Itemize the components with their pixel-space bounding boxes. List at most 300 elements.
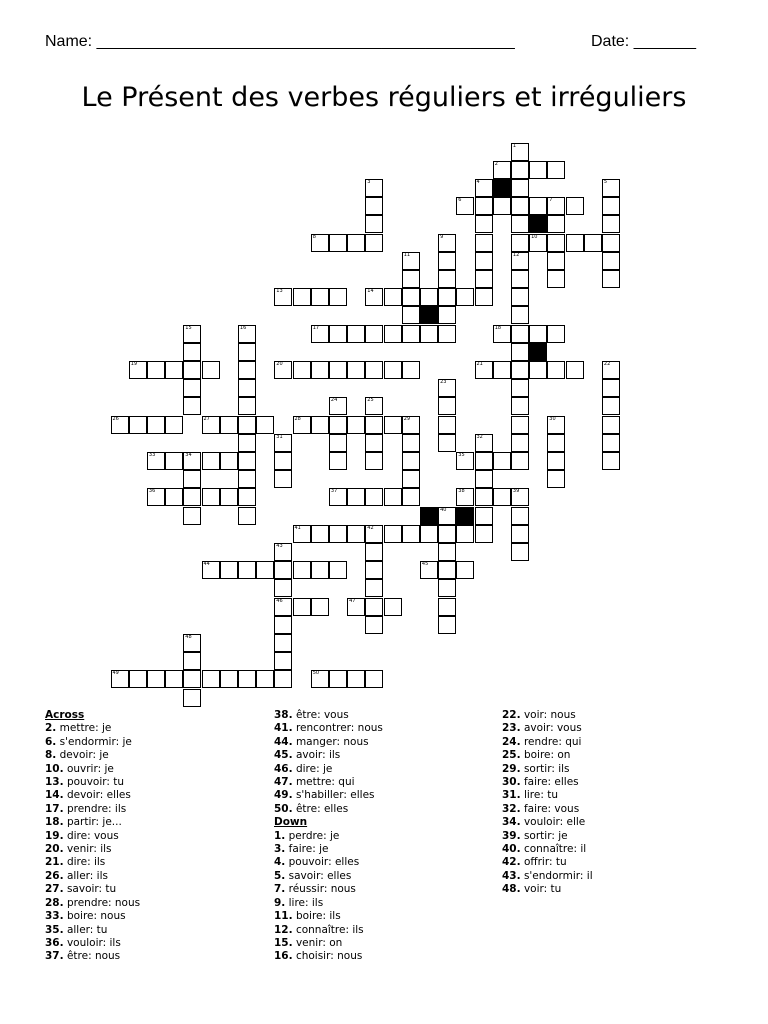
grid-cell[interactable] xyxy=(511,143,529,161)
grid-cell[interactable] xyxy=(274,434,292,452)
grid-cell[interactable] xyxy=(511,397,529,415)
grid-cell[interactable] xyxy=(329,525,347,543)
grid-cell[interactable] xyxy=(438,598,456,616)
grid-cell[interactable] xyxy=(274,616,292,634)
grid-cell[interactable] xyxy=(220,452,238,470)
clue-number: 3 xyxy=(367,178,371,185)
grid-cell[interactable] xyxy=(274,361,292,379)
grid-cell[interactable] xyxy=(475,234,493,252)
grid-cell[interactable] xyxy=(293,561,311,579)
grid-cell[interactable] xyxy=(384,525,402,543)
grid-cell[interactable] xyxy=(365,361,383,379)
grid-cell[interactable] xyxy=(475,197,493,215)
grid-cell[interactable] xyxy=(493,197,511,215)
grid-cell[interactable] xyxy=(238,416,256,434)
clue-item-number: 39. xyxy=(502,829,521,842)
grid-cell[interactable] xyxy=(329,434,347,452)
grid-cell[interactable] xyxy=(165,452,183,470)
grid-cell[interactable] xyxy=(384,288,402,306)
clue-item xyxy=(502,789,593,802)
grid-cell[interactable] xyxy=(511,452,529,470)
grid-cell[interactable] xyxy=(547,197,565,215)
grid-cell[interactable] xyxy=(511,270,529,288)
clue-item xyxy=(274,924,383,937)
grid-cell[interactable] xyxy=(220,561,238,579)
grid-cell[interactable] xyxy=(329,325,347,343)
grid-cell[interactable] xyxy=(165,361,183,379)
clue-item-number: 40. xyxy=(502,843,521,856)
grid-cell[interactable] xyxy=(602,270,620,288)
clue-number: 6 xyxy=(458,197,462,204)
grid-cell[interactable] xyxy=(402,452,420,470)
grid-cell[interactable] xyxy=(238,361,256,379)
clue-number: 45 xyxy=(421,561,429,568)
grid-cell[interactable] xyxy=(129,670,147,688)
clue-item-number: 2. xyxy=(45,722,57,735)
grid-cell[interactable] xyxy=(165,488,183,506)
grid-cell[interactable] xyxy=(202,452,220,470)
grid-cell[interactable] xyxy=(293,288,311,306)
grid-cell[interactable] xyxy=(183,361,201,379)
grid-cell[interactable] xyxy=(493,325,511,343)
grid-cell[interactable] xyxy=(547,252,565,270)
grid-cell[interactable] xyxy=(202,488,220,506)
grid-cell[interactable] xyxy=(475,434,493,452)
clue-item-text: boire: on xyxy=(520,749,571,762)
clues-column-1 xyxy=(45,709,140,964)
grid-cell[interactable] xyxy=(183,507,201,525)
grid-cell[interactable] xyxy=(511,215,529,233)
grid-cell[interactable] xyxy=(475,288,493,306)
grid-cell[interactable] xyxy=(547,234,565,252)
grid-cell[interactable] xyxy=(347,488,365,506)
grid-cell[interactable] xyxy=(547,270,565,288)
grid-cell[interactable] xyxy=(511,252,529,270)
grid-cell[interactable] xyxy=(456,488,474,506)
grid-cell[interactable] xyxy=(420,525,438,543)
grid-cell[interactable] xyxy=(147,416,165,434)
grid-cell[interactable] xyxy=(438,234,456,252)
clue-item xyxy=(45,816,140,829)
grid-cell[interactable] xyxy=(129,416,147,434)
grid-cell[interactable] xyxy=(365,325,383,343)
grid-cell[interactable] xyxy=(602,452,620,470)
down-heading: Down xyxy=(274,816,308,829)
grid-cell[interactable] xyxy=(511,379,529,397)
grid-cell[interactable] xyxy=(511,234,529,252)
grid-cell[interactable] xyxy=(475,507,493,525)
grid-cell[interactable] xyxy=(238,379,256,397)
grid-cell[interactable] xyxy=(420,325,438,343)
grid-cell[interactable] xyxy=(566,234,584,252)
grid-cell[interactable] xyxy=(347,416,365,434)
grid-cell[interactable] xyxy=(384,325,402,343)
grid-cell[interactable] xyxy=(274,598,292,616)
clue-item-text: dire: je xyxy=(292,762,333,775)
grid-cell[interactable] xyxy=(511,361,529,379)
grid-cell[interactable] xyxy=(402,270,420,288)
grid-cell[interactable] xyxy=(475,488,493,506)
grid-cell[interactable] xyxy=(475,179,493,197)
grid-cell[interactable] xyxy=(238,325,256,343)
grid-cell[interactable] xyxy=(511,416,529,434)
grid-cell[interactable] xyxy=(329,234,347,252)
name-blank[interactable]: _______________________________________________ xyxy=(96,33,515,50)
grid-cell[interactable] xyxy=(438,288,456,306)
grid-cell[interactable] xyxy=(347,325,365,343)
grid-cell[interactable] xyxy=(238,452,256,470)
grid-cell[interactable] xyxy=(365,197,383,215)
grid-cell[interactable] xyxy=(475,215,493,233)
clue-item-text: avoir: ils xyxy=(292,749,341,762)
grid-cell[interactable] xyxy=(384,488,402,506)
grid-cell[interactable] xyxy=(438,525,456,543)
clue-item-number: 1. xyxy=(274,829,286,842)
grid-cell[interactable] xyxy=(238,434,256,452)
grid-cell[interactable] xyxy=(475,525,493,543)
grid-cell[interactable] xyxy=(438,579,456,597)
grid-cell[interactable] xyxy=(402,434,420,452)
grid-cell[interactable] xyxy=(602,416,620,434)
grid-cell[interactable] xyxy=(402,488,420,506)
grid-cell[interactable] xyxy=(511,507,529,525)
clue-item-text: perdre: je xyxy=(285,829,340,842)
grid-cell[interactable] xyxy=(183,452,201,470)
grid-cell[interactable] xyxy=(438,434,456,452)
clue-item xyxy=(45,950,140,963)
grid-cell[interactable] xyxy=(602,379,620,397)
clue-item xyxy=(274,722,383,735)
grid-cell[interactable] xyxy=(493,361,511,379)
grid-cell[interactable] xyxy=(329,416,347,434)
grid-cell[interactable] xyxy=(183,343,201,361)
grid-cell[interactable] xyxy=(238,670,256,688)
grid-cell[interactable] xyxy=(220,488,238,506)
grid-cell[interactable] xyxy=(329,561,347,579)
grid-cell[interactable] xyxy=(511,543,529,561)
clue-number: 7 xyxy=(549,197,553,204)
clue-item-text: pouvoir: tu xyxy=(63,776,125,789)
grid-cell[interactable] xyxy=(183,652,201,670)
grid-cell[interactable] xyxy=(529,361,547,379)
clue-item-text: avoir: vous xyxy=(520,722,582,735)
grid-cell[interactable] xyxy=(183,325,201,343)
grid-cell[interactable] xyxy=(402,306,420,324)
grid-cell[interactable] xyxy=(347,361,365,379)
grid-cell[interactable] xyxy=(602,397,620,415)
grid-cell[interactable] xyxy=(238,343,256,361)
grid-cell[interactable] xyxy=(402,470,420,488)
grid-cell[interactable] xyxy=(202,416,220,434)
grid-cell[interactable] xyxy=(365,670,383,688)
grid-cell[interactable] xyxy=(293,416,311,434)
grid-cell[interactable] xyxy=(365,543,383,561)
grid-cell[interactable] xyxy=(183,689,201,707)
grid-cell[interactable] xyxy=(111,416,129,434)
grid-cell[interactable] xyxy=(602,179,620,197)
grid-cell[interactable] xyxy=(402,416,420,434)
grid-cell[interactable] xyxy=(293,598,311,616)
grid-cell[interactable] xyxy=(238,561,256,579)
grid-block xyxy=(420,507,438,525)
grid-cell[interactable] xyxy=(274,670,292,688)
clue-item xyxy=(45,830,140,843)
clue-number: 28 xyxy=(294,415,301,422)
grid-cell[interactable] xyxy=(256,561,274,579)
grid-cell[interactable] xyxy=(420,561,438,579)
grid-cell[interactable] xyxy=(602,361,620,379)
grid-cell[interactable] xyxy=(602,234,620,252)
grid-cell[interactable] xyxy=(438,397,456,415)
clue-item-number: 23. xyxy=(502,722,521,735)
clue-item-text: mettre: qui xyxy=(292,776,355,789)
grid-cell[interactable] xyxy=(147,361,165,379)
date-blank[interactable]: _______ xyxy=(633,33,696,50)
grid-cell[interactable] xyxy=(365,416,383,434)
grid-cell[interactable] xyxy=(165,416,183,434)
grid-cell[interactable] xyxy=(256,416,274,434)
grid-cell[interactable] xyxy=(274,561,292,579)
clue-item-number: 45. xyxy=(274,749,293,762)
grid-cell[interactable] xyxy=(529,197,547,215)
grid-cell[interactable] xyxy=(602,252,620,270)
grid-cell[interactable] xyxy=(365,434,383,452)
grid-cell[interactable] xyxy=(365,488,383,506)
grid-cell[interactable] xyxy=(511,197,529,215)
grid-cell[interactable] xyxy=(147,670,165,688)
clue-number: 26 xyxy=(112,415,119,422)
grid-cell[interactable] xyxy=(238,470,256,488)
grid-cell[interactable] xyxy=(547,161,565,179)
grid-cell[interactable] xyxy=(493,452,511,470)
grid-block xyxy=(420,306,438,324)
grid-cell[interactable] xyxy=(183,379,201,397)
grid-cell[interactable] xyxy=(347,670,365,688)
grid-cell[interactable] xyxy=(202,561,220,579)
grid-cell[interactable] xyxy=(438,252,456,270)
grid-cell[interactable] xyxy=(274,452,292,470)
grid-cell[interactable] xyxy=(402,361,420,379)
grid-cell[interactable] xyxy=(584,234,602,252)
grid-cell[interactable] xyxy=(311,561,329,579)
clue-number: 20 xyxy=(276,360,283,367)
grid-cell[interactable] xyxy=(438,507,456,525)
grid-cell[interactable] xyxy=(438,543,456,561)
grid-cell[interactable] xyxy=(365,579,383,597)
grid-cell[interactable] xyxy=(420,288,438,306)
clue-item xyxy=(274,910,383,923)
clue-item-number: 30. xyxy=(502,776,521,789)
clue-item-text: prendre: ils xyxy=(63,802,127,815)
clue-item-number: 32. xyxy=(502,802,521,815)
grid-cell[interactable] xyxy=(220,670,238,688)
grid-cell[interactable] xyxy=(238,488,256,506)
clue-item-number: 34. xyxy=(502,816,521,829)
grid-cell[interactable] xyxy=(511,325,529,343)
grid-cell[interactable] xyxy=(256,670,274,688)
grid-cell[interactable] xyxy=(529,234,547,252)
grid-cell[interactable] xyxy=(438,325,456,343)
grid-cell[interactable] xyxy=(311,288,329,306)
grid-cell[interactable] xyxy=(456,525,474,543)
grid-cell[interactable] xyxy=(547,215,565,233)
grid-cell[interactable] xyxy=(202,670,220,688)
grid-cell[interactable] xyxy=(347,234,365,252)
across-heading: Across xyxy=(45,709,85,721)
grid-cell[interactable] xyxy=(602,197,620,215)
grid-cell[interactable] xyxy=(438,561,456,579)
grid-cell[interactable] xyxy=(365,397,383,415)
grid-cell[interactable] xyxy=(511,343,529,361)
grid-block xyxy=(529,343,547,361)
grid-cell[interactable] xyxy=(602,434,620,452)
grid-cell[interactable] xyxy=(547,416,565,434)
grid-cell[interactable] xyxy=(274,652,292,670)
grid-cell[interactable] xyxy=(183,470,201,488)
grid-cell[interactable] xyxy=(365,288,383,306)
grid-cell[interactable] xyxy=(347,598,365,616)
clue-item-text: boire: ils xyxy=(292,910,341,923)
grid-cell[interactable] xyxy=(311,416,329,434)
grid-cell[interactable] xyxy=(511,488,529,506)
grid-cell[interactable] xyxy=(311,598,329,616)
grid-cell[interactable] xyxy=(511,161,529,179)
grid-cell[interactable] xyxy=(438,270,456,288)
grid-cell[interactable] xyxy=(165,670,183,688)
grid-cell[interactable] xyxy=(456,197,474,215)
grid-cell[interactable] xyxy=(111,670,129,688)
clue-item xyxy=(274,830,383,843)
grid-cell[interactable] xyxy=(566,197,584,215)
grid-cell[interactable] xyxy=(511,179,529,197)
grid-cell[interactable] xyxy=(311,525,329,543)
grid-cell[interactable] xyxy=(202,361,220,379)
clue-item-number: 15. xyxy=(274,936,293,949)
grid-cell[interactable] xyxy=(384,361,402,379)
clue-item-number: 35. xyxy=(45,923,64,936)
grid-cell[interactable] xyxy=(311,361,329,379)
grid-cell[interactable] xyxy=(365,452,383,470)
grid-cell[interactable] xyxy=(475,470,493,488)
grid-cell[interactable] xyxy=(365,179,383,197)
grid-cell[interactable] xyxy=(311,234,329,252)
grid-cell[interactable] xyxy=(311,670,329,688)
grid-cell[interactable] xyxy=(274,543,292,561)
grid-cell[interactable] xyxy=(438,616,456,634)
grid-cell[interactable] xyxy=(365,598,383,616)
clue-item-text: rendre: qui xyxy=(520,735,582,748)
grid-cell[interactable] xyxy=(183,634,201,652)
grid-cell[interactable] xyxy=(220,416,238,434)
grid-cell[interactable] xyxy=(365,616,383,634)
grid-cell[interactable] xyxy=(274,288,292,306)
grid-cell[interactable] xyxy=(311,325,329,343)
grid-cell[interactable] xyxy=(529,325,547,343)
grid-cell[interactable] xyxy=(438,306,456,324)
grid-cell[interactable] xyxy=(365,525,383,543)
grid-cell[interactable] xyxy=(456,452,474,470)
grid-cell[interactable] xyxy=(547,434,565,452)
grid-cell[interactable] xyxy=(547,361,565,379)
grid-cell[interactable] xyxy=(402,525,420,543)
grid-cell[interactable] xyxy=(329,288,347,306)
grid-cell[interactable] xyxy=(274,579,292,597)
grid-cell[interactable] xyxy=(129,361,147,379)
grid-cell[interactable] xyxy=(402,252,420,270)
grid-cell[interactable] xyxy=(402,325,420,343)
grid-cell[interactable] xyxy=(547,470,565,488)
clue-item-number: 12. xyxy=(274,923,293,936)
grid-cell[interactable] xyxy=(384,416,402,434)
grid-cell[interactable] xyxy=(493,161,511,179)
grid-cell[interactable] xyxy=(183,670,201,688)
name-label: Name: xyxy=(45,33,97,50)
clue-number: 16 xyxy=(239,324,247,331)
grid-cell[interactable] xyxy=(329,488,347,506)
grid-cell[interactable] xyxy=(493,488,511,506)
grid-cell[interactable] xyxy=(475,252,493,270)
grid-cell[interactable] xyxy=(147,452,165,470)
grid-cell[interactable] xyxy=(329,670,347,688)
grid-cell[interactable] xyxy=(347,525,365,543)
grid-cell[interactable] xyxy=(566,361,584,379)
grid-cell[interactable] xyxy=(475,361,493,379)
grid-cell[interactable] xyxy=(511,434,529,452)
grid-cell[interactable] xyxy=(183,397,201,415)
grid-cell[interactable] xyxy=(274,470,292,488)
grid-cell[interactable] xyxy=(475,270,493,288)
grid-cell[interactable] xyxy=(456,288,474,306)
grid-cell[interactable] xyxy=(511,288,529,306)
grid-cell[interactable] xyxy=(438,416,456,434)
grid-cell[interactable] xyxy=(238,507,256,525)
clue-item xyxy=(502,749,593,762)
clue-item xyxy=(274,763,383,776)
grid-cell[interactable] xyxy=(274,634,292,652)
grid-cell[interactable] xyxy=(511,306,529,324)
grid-cell[interactable] xyxy=(329,397,347,415)
clue-item-text: s'habiller: elles xyxy=(292,789,375,802)
grid-cell[interactable] xyxy=(365,561,383,579)
grid-cell[interactable] xyxy=(293,361,311,379)
clue-number: 5 xyxy=(603,178,608,185)
grid-cell[interactable] xyxy=(329,361,347,379)
grid-cell[interactable] xyxy=(511,525,529,543)
grid-cell[interactable] xyxy=(438,379,456,397)
grid-cell[interactable] xyxy=(365,234,383,252)
grid-block xyxy=(456,507,474,525)
grid-cell[interactable] xyxy=(384,598,402,616)
grid-cell[interactable] xyxy=(329,452,347,470)
grid-cell[interactable] xyxy=(602,215,620,233)
clue-item xyxy=(45,910,140,923)
clue-item xyxy=(45,803,140,816)
grid-cell[interactable] xyxy=(547,452,565,470)
grid-cell[interactable] xyxy=(365,215,383,233)
grid-cell[interactable] xyxy=(183,488,201,506)
grid-cell[interactable] xyxy=(456,561,474,579)
grid-cell[interactable] xyxy=(238,397,256,415)
grid-cell[interactable] xyxy=(402,288,420,306)
grid-cell[interactable] xyxy=(475,452,493,470)
grid-cell[interactable] xyxy=(147,488,165,506)
clue-item-number: 28. xyxy=(45,896,64,909)
grid-cell[interactable] xyxy=(547,325,565,343)
grid-cell[interactable] xyxy=(529,161,547,179)
clue-item-text: aller: tu xyxy=(63,923,108,936)
grid-cell[interactable] xyxy=(293,525,311,543)
down-clue-list-continued xyxy=(502,709,593,897)
